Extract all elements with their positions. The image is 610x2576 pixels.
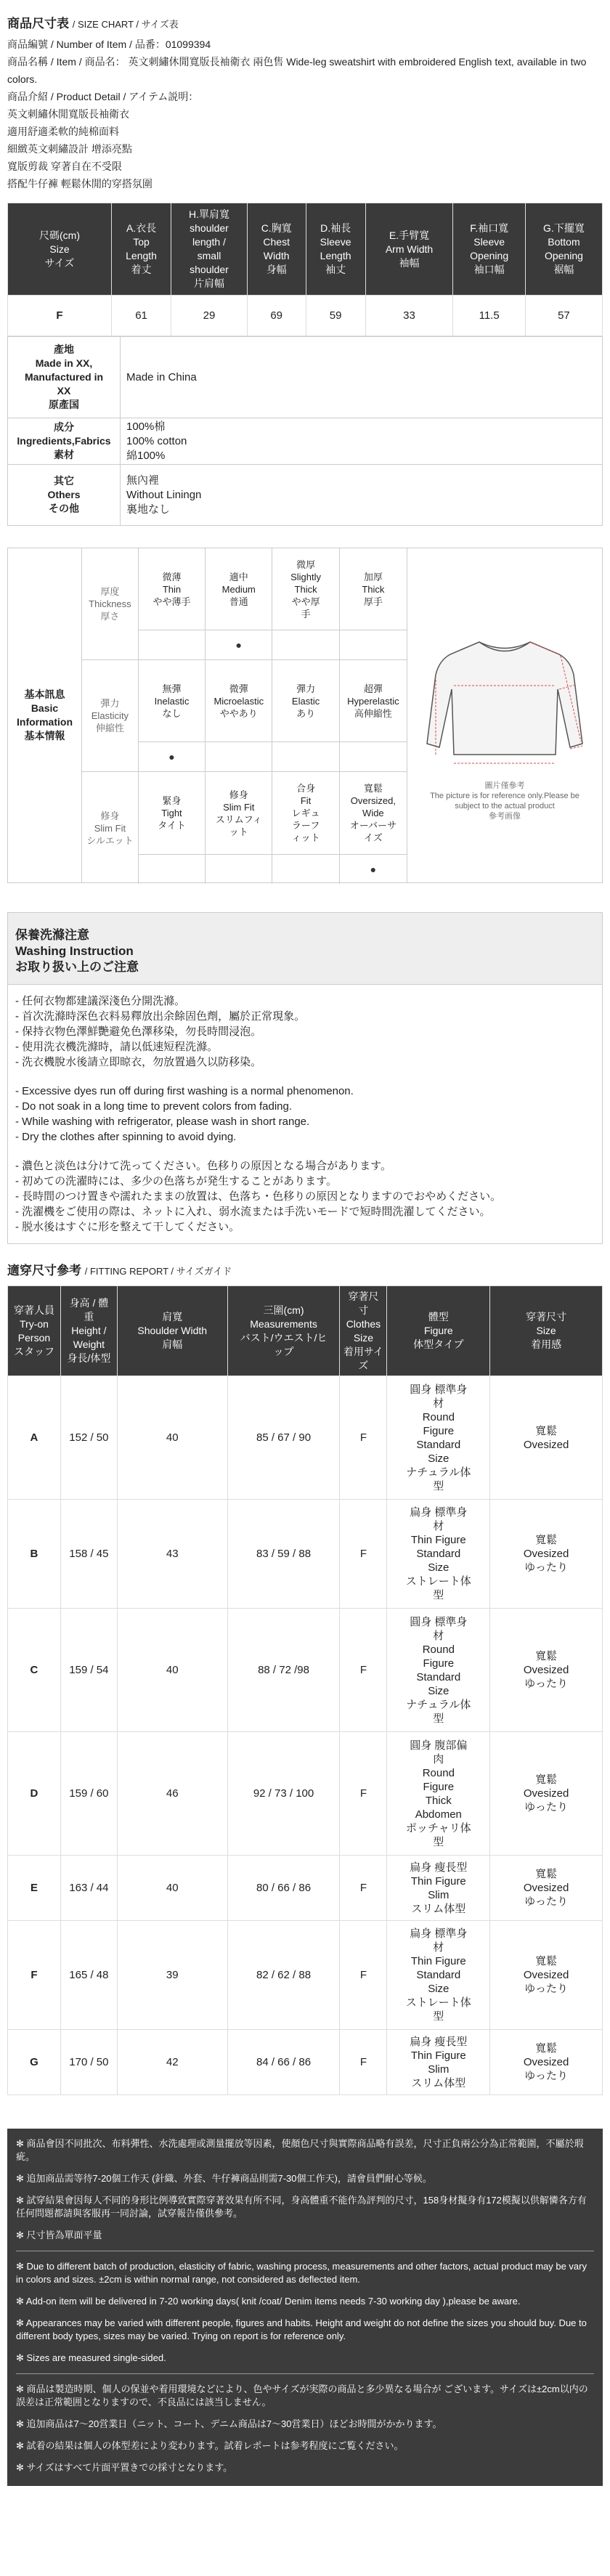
note-item: ✻ 試穿結果會因每人不同的身形比例導致實際穿著效果有所不同，身高體重不能作為評判的尺寸，158身材擬身有172模擬以供解憐各方有任何問題都請與客服再一同討論，試穿報告僅供參考。: [16, 2195, 587, 2219]
size-table: [7, 203, 603, 336]
note-item: ✻ 試着の結果は個人の体型差により変わります。試着レポートは参考程度にご覧ください。: [16, 2440, 404, 2451]
material-value: Made in China: [121, 337, 603, 418]
selected-dot-icon: ●: [168, 751, 175, 763]
basic-info-option-label: 修身 Slim Fit スリムフィ ット: [206, 772, 272, 855]
basic-info-row-label: 修身 Slim Fit シルエット: [82, 772, 139, 884]
note-item: ✻ Sizes are measured single-sided.: [16, 2352, 166, 2363]
fitting-cell: B: [8, 1500, 61, 1609]
selected-dot-icon: [340, 742, 407, 771]
product-info-line: 商品介紹 / Product Detail / アイテム説明：: [7, 91, 199, 102]
size-chart-title: [0, 7, 610, 36]
note-item: ✻ 尺寸皆為單面平量: [16, 2230, 102, 2240]
basic-info-row: [82, 548, 407, 660]
basic-info-option: [272, 772, 339, 884]
basic-info-option-label: 超彈 Hyperelastic 高伸縮性: [340, 660, 407, 742]
fitting-cell: C: [8, 1609, 61, 1732]
washing-instruction: [7, 912, 603, 1244]
product-info-line: 商品編號 / Number of Item / 品番：01099394: [7, 38, 211, 50]
fitting-title-main: 適穿尺寸參考: [7, 1264, 81, 1277]
fitting-cell: 43: [117, 1500, 227, 1609]
basic-info-option-label: 適中 Medium 普通: [206, 548, 272, 630]
size-column-header: F.袖口寬 Sleeve Opening 袖口幅: [453, 203, 525, 296]
fitting-cell: F: [8, 1921, 61, 2030]
product-info-line: 英文刺繡休閒寬版長袖衛衣: [7, 108, 129, 120]
product-info-line: 寬版剪裁 穿著自在不受限: [7, 161, 122, 172]
material-label: 成分 Ingredients,Fabrics 素材: [8, 418, 121, 465]
fitting-cell: D: [8, 1732, 61, 1856]
fitting-cell: G: [8, 2030, 61, 2095]
figure-caption: 圖片僅參考 The picture is for reference only.Please be subject to the actual product 參考画像: [430, 781, 580, 821]
note-item: ✻ サイズはすべて片面平置きでの採寸となります。: [16, 2462, 233, 2473]
basic-info-grid: [82, 548, 407, 882]
material-row: [8, 465, 603, 526]
material-value: 100%棉 100% cotton 綿100%: [121, 418, 603, 465]
note-item: ✻ 商品は製造時期、個人の保並や着用環境などにより、色やサイズが実際の商品と多少異なる場合が ございます。サイズは±2cm以内の誤差は正常範囲となりますので、不良品には該当しません。: [16, 2384, 588, 2408]
fitting-cell: 165 / 48: [60, 1921, 117, 2030]
product-info-line: 細緻英文刺繡設計 增添亮點: [7, 143, 132, 155]
size-column-header: E.手臂寬 Arm Width 袖幅: [365, 203, 453, 296]
basic-info-option-label: 彈力 Elastic あり: [272, 660, 338, 742]
selected-dot-icon: [139, 630, 205, 659]
fitting-column-header: 身高 / 體 重 Height / Weight 身長/体型: [60, 1286, 117, 1376]
selected-dot-icon: ●: [235, 639, 242, 651]
fitting-cell: 扁身 標準身 材 Thin Figure Standard Size ストレート体 型: [387, 1921, 490, 2030]
washing-title: 保養洗滌注意 Washing Instruction お取り扱い上のご注意: [8, 913, 602, 985]
garment-figure: [407, 548, 602, 882]
fitting-table-header: [8, 1286, 603, 1376]
size-cell: 57: [525, 296, 602, 336]
basic-info-option: [272, 660, 339, 771]
fitting-cell: 46: [117, 1732, 227, 1856]
washing-body: [8, 985, 602, 1243]
fitting-cell: F: [340, 1856, 387, 1921]
basic-info-option: [340, 548, 407, 659]
fitting-row: [8, 2030, 603, 2095]
fitting-cell: A: [8, 1376, 61, 1500]
washing-block: - 任何衣物都建議深淺色分開洗滌。 - 首次洗滌時深色衣料易釋放出余餘固色劑，屬於正常現象。 - 保持衣物色澤鮮艷避免色澤移染，勿長時間浸泡。 - 使用洗衣機洗滌時，請以低速短程洗滌。 - 洗衣機脫水後請立即晾衣，勿放置過久以防移染。: [15, 995, 306, 1068]
basic-info-row-label: 厚度 Thickness 厚さ: [82, 548, 139, 659]
fitting-cell: 寬鬆 Ovesized ゆったり: [490, 1732, 603, 1856]
fitting-cell: F: [340, 1376, 387, 1500]
fitting-cell: 85 / 67 / 90: [227, 1376, 340, 1500]
size-cell: 11.5: [453, 296, 525, 336]
note-item: ✻ 追加商品需等待7-20個工作天 (針織、外套、牛仔褲商品則需7-30個工作天)，請會員們耐心等候。: [16, 2173, 432, 2184]
basic-info-option: [206, 660, 272, 771]
fitting-cell: 159 / 54: [60, 1609, 117, 1732]
size-chart-title-sub: / SIZE CHART / サイズ表: [72, 19, 179, 30]
note-item: ✻ Appearances may be varied with different people, figures and habits. Height and weight do not define the sizes you should buy. Due to different body types, sizes may be varied. Trying on report is for reference only.: [16, 2317, 587, 2341]
fitting-cell: 83 / 59 / 88: [227, 1500, 340, 1609]
basic-info-option: [139, 548, 206, 659]
fitting-row: [8, 1609, 603, 1732]
size-table-header: [8, 203, 603, 296]
fitting-cell: F: [340, 1732, 387, 1856]
selected-dot-icon: [340, 630, 407, 659]
material-row: [8, 337, 603, 418]
basic-info-row-label: 彈力 Elasticity 伸縮性: [82, 660, 139, 771]
selected-dot-icon: [272, 630, 338, 659]
size-column-header: A.衣長 Top Length 着丈: [112, 203, 171, 296]
fitting-row: [8, 1376, 603, 1500]
size-chart-title-main: 商品尺寸表: [7, 17, 69, 31]
fitting-cell: 寬鬆 Ovesized ゆったり: [490, 1856, 603, 1921]
note-item: ✻ 追加商品は7～20営業日（ニット、コート、デニム商品は7～30営業日）ほどお時間がかかります。: [16, 2418, 442, 2429]
basic-info-option-label: 微彈 Microelastic ややあり: [206, 660, 272, 742]
fitting-cell: 158 / 45: [60, 1500, 117, 1609]
basic-info-option-label: 微薄 Thin やや薄手: [139, 548, 205, 630]
fitting-row: [8, 1921, 603, 2030]
size-column-header: 尺碼(cm) Size サイズ: [8, 203, 112, 296]
basic-info-option-label: 微厚 Slightly Thick やや厚 手: [272, 548, 338, 630]
size-column-header: H.單肩寬 shoulder length / small shoulder 片肩幅: [171, 203, 248, 296]
product-info-line: 商品名稱 / Item / 商品名： 英文刺繡休閒寬版長袖衛衣 兩色售 Wide-leg sweatshirt with embroidered English text, available in two colors.: [7, 56, 587, 85]
size-cell: 33: [365, 296, 453, 336]
fitting-cell: 39: [117, 1921, 227, 2030]
size-cell: 29: [171, 296, 248, 336]
fitting-cell: 170 / 50: [60, 2030, 117, 2095]
notes-panel: [7, 2129, 603, 2486]
note-item: ✻ 商品會因不同批次、布料彈性、水洗處理或測量擺放等因素，使顏色尺寸與實際商品略有誤差，尺寸正負兩公分為正常範圍，不屬於瑕疵。: [16, 2138, 584, 2162]
fitting-cell: F: [340, 1609, 387, 1732]
fitting-cell: E: [8, 1856, 61, 1921]
note-item: ✻ Due to different batch of production, elasticity of fabric, washing process, measurements and other factors, actual product may be vary in colors and sizes. ±2cm is within normal range, not considered as deflected item.: [16, 2261, 587, 2285]
size-cell: 69: [247, 296, 306, 336]
selected-dot-icon: [272, 855, 338, 884]
selected-dot-icon: [139, 855, 205, 884]
fitting-cell: 80 / 66 / 86: [227, 1856, 340, 1921]
basic-info-row: [82, 660, 407, 772]
fitting-cell: 82 / 62 / 88: [227, 1921, 340, 2030]
fitting-cell: 40: [117, 1376, 227, 1500]
size-row: [8, 296, 603, 336]
fitting-row: [8, 1856, 603, 1921]
basic-info-option: [206, 548, 272, 659]
fitting-cell: 40: [117, 1609, 227, 1732]
fitting-cell: 寬鬆 Ovesized ゆったり: [490, 1500, 603, 1609]
fitting-cell: 圓身 腹部偏 肉 Round Figure Thick Abdomen ポッチャリ体 型: [387, 1732, 490, 1856]
fitting-cell: 88 / 72 /98: [227, 1609, 340, 1732]
fitting-cell: 扁身 瘦長型 Thin Figure Slim スリム体型: [387, 1856, 490, 1921]
fitting-cell: 扁身 瘦長型 Thin Figure Slim スリム体型: [387, 2030, 490, 2095]
basic-info-option-label: 合身 Fit レギュ ラーフ ィット: [272, 772, 338, 855]
fitting-title-sub: / FITTING REPORT / サイズガイド: [84, 1266, 232, 1277]
fitting-title: [0, 1254, 610, 1283]
fitting-cell: 圓身 標準身 材 Round Figure Standard Size ナチュラル体 型: [387, 1376, 490, 1500]
product-info-line: 適用舒適柔軟的純棉面料: [7, 126, 119, 137]
fitting-cell: 圓身 標準身 材 Round Figure Standard Size ナチュラル体 型: [387, 1609, 490, 1732]
material-label: 其它 Others その他: [8, 465, 121, 526]
sweatshirt-diagram-icon: [421, 609, 588, 776]
fitting-cell: 寬鬆 Ovesized ゆったり: [490, 1609, 603, 1732]
fitting-cell: 寬鬆 Ovesized ゆったり: [490, 2030, 603, 2095]
basic-info-option: [340, 772, 407, 884]
basic-info-option: [139, 772, 206, 884]
fitting-cell: 40: [117, 1856, 227, 1921]
basic-info-option-label: 加厚 Thick 厚手: [340, 548, 407, 630]
basic-info-row: [82, 772, 407, 884]
basic-info-option: [272, 548, 339, 659]
size-cell: 61: [112, 296, 171, 336]
fitting-cell: 92 / 73 / 100: [227, 1732, 340, 1856]
fitting-row: [8, 1732, 603, 1856]
notes-divider: [16, 2373, 594, 2374]
fitting-cell: 寬鬆 Ovesized ゆったり: [490, 1921, 603, 2030]
selected-dot-icon: ●: [370, 864, 377, 875]
fitting-cell: 152 / 50: [60, 1376, 117, 1500]
fitting-column-header: 體型 Figure 体型タイプ: [387, 1286, 490, 1376]
fitting-cell: 159 / 60: [60, 1732, 117, 1856]
basic-info-option-label: 無彈 Inelastic なし: [139, 660, 205, 742]
size-cell: 59: [306, 296, 365, 336]
selected-dot-icon: [272, 742, 338, 771]
product-info: [0, 36, 610, 192]
fitting-row: [8, 1500, 603, 1609]
fitting-column-header: 穿著尺 寸 Clothes Size 着用サイ ズ: [340, 1286, 387, 1376]
fitting-cell: 扁身 標準身 材 Thin Figure Standard Size ストレート体 型: [387, 1500, 490, 1609]
selected-dot-icon: [206, 742, 272, 771]
size-column-header: C.胸寬 Chest Width 身幅: [247, 203, 306, 296]
washing-block: - Excessive dyes run off during first washing is a normal phenomenon. - Do not soak in a long time to prevent colors from fading. - While washing with refrigerator, please wash in short range. - Dry the clothes after spinning to avoid dying.: [15, 1085, 354, 1143]
material-label: 產地 Made in XX, Manufactured in XX 原產国: [8, 337, 121, 418]
size-column-header: G.下擺寬 Bottom Opening 裾幅: [525, 203, 602, 296]
material-value: 無內裡 Without Liningn 裏地なし: [121, 465, 603, 526]
basic-info-option: [206, 772, 272, 884]
basic-info-option: [139, 660, 206, 771]
fitting-column-header: 三圍(cm) Measurements バスト/ウエスト/ヒ ップ: [227, 1286, 340, 1376]
fitting-column-header: 穿著人員 Try-on Person スタッフ: [8, 1286, 61, 1376]
size-column-header: D.袖長 Sleeve Length 袖丈: [306, 203, 365, 296]
fitting-table: [7, 1285, 603, 2095]
fitting-column-header: 肩寬 Shoulder Width 肩幅: [117, 1286, 227, 1376]
basic-info-option-label: 緊身 Tight タイト: [139, 772, 205, 855]
basic-info-panel: [7, 548, 603, 883]
fitting-cell: 163 / 44: [60, 1856, 117, 1921]
basic-info-label: 基本訊息 Basic Information 基本情報: [8, 548, 82, 882]
product-info-line: 搭配牛仔褲 輕鬆休閒的穿搭氛圍: [7, 178, 152, 190]
fitting-cell: F: [340, 2030, 387, 2095]
basic-info-option-label: 寬鬆 Oversized, Wide オーバーサ イズ: [340, 772, 407, 855]
selected-dot-icon: [206, 855, 272, 884]
fitting-cell: 42: [117, 2030, 227, 2095]
size-cell: F: [8, 296, 112, 336]
fitting-cell: F: [340, 1500, 387, 1609]
fitting-cell: 寬鬆 Ovesized: [490, 1376, 603, 1500]
washing-block: - 濃色と淡色は分けて洗ってください。色移りの原因となる場合があります。 - 初めての洗濯時には、多少の色落ちが発生することがあります。 - 長時間のつけ置きや濡れたままの放置は、色落ち・色移りの原因となりますのでおやめください。 - 洗濯機をご使用の際は、ネットに入れ、弱水流または手洗いモードで短時間洗濯してください。 - 脱水後はすぐに形を整えて干してください。: [15, 1160, 502, 1233]
fitting-column-header: 穿著尺寸 Size 着用感: [490, 1286, 603, 1376]
note-item: ✻ Add-on item will be delivered in 7-20 working days( knit /coat/ Denim items needs 7-30 working day ),please be aware.: [16, 2296, 521, 2307]
fitting-cell: 84 / 66 / 86: [227, 2030, 340, 2095]
materials-table: [7, 336, 603, 526]
fitting-cell: F: [340, 1921, 387, 2030]
material-row: [8, 418, 603, 465]
basic-info-option: [340, 660, 407, 771]
